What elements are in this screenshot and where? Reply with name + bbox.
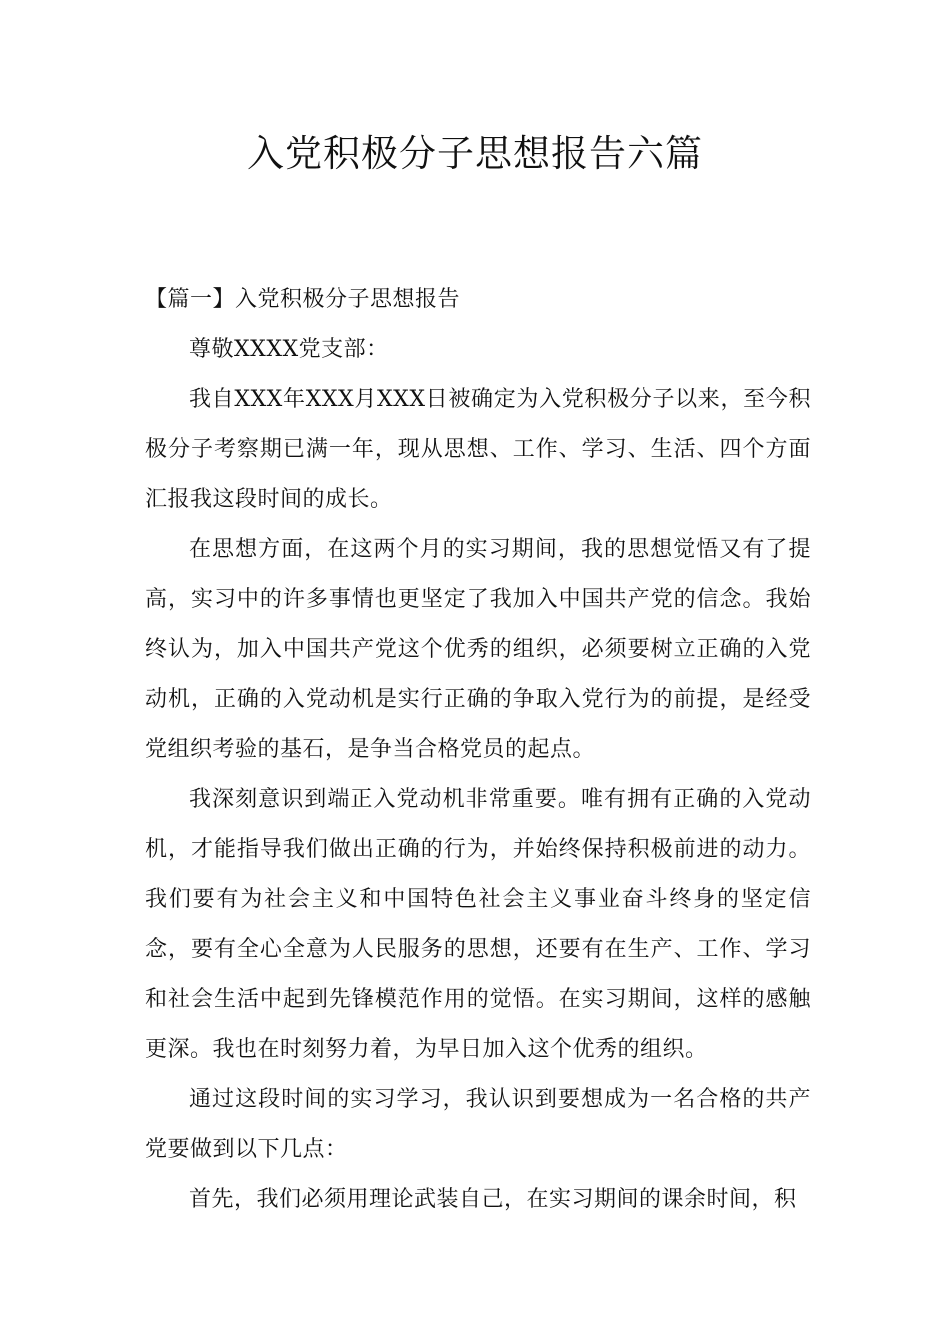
paragraph: 我深刻意识到端正入党动机非常重要。唯有拥有正确的入党动机，才能指导我们做出正确的行为，并始终保持积极前进的动力。我们要有为社会主义和中国特色社会主义事业奋斗终身的坚定信念，要有全心全意为人民服务的思想，还要有在生产、工作、学习和社会生活中起到先锋模范作用的觉悟。在实习期间，这样的感触更深。我也在时刻努力着，为早日加入这个优秀的组织。 (145, 787, 811, 1062)
paragraph: 首先，我们必须用理论武装自己，在实习期间的课余时间，积 (189, 1187, 797, 1212)
section-heading: 【篇一】入党积极分子思想报告 (145, 287, 461, 312)
paragraph: 在思想方面，在这两个月的实习期间，我的思想觉悟又有了提高，实习中的许多事情也更坚定了我加入中国共产党的信念。我始终认为，加入中国共产党这个优秀的组织，必须要树立正确的入党动机，正确的入党动机是实行正确的争取入党行为的前提，是经受党组织考验的基石，是争当合格党员的起点。 (145, 537, 811, 762)
paragraph: 通过这段时间的实习学习，我认识到要想成为一名合格的共产党要做到以下几点： (145, 1087, 811, 1162)
document-title: 入党积极分子思想报告六篇 (247, 132, 703, 175)
salutation: 尊敬XXXX党支部： (189, 337, 389, 362)
paragraph: 我自XXX年XXX月XXX日被确定为入党积极分子以来，至今积极分子考察期已满一年，现从思想、工作、学习、生活、四个方面汇报我这段时间的成长。 (145, 387, 811, 512)
document-body (145, 275, 811, 1225)
